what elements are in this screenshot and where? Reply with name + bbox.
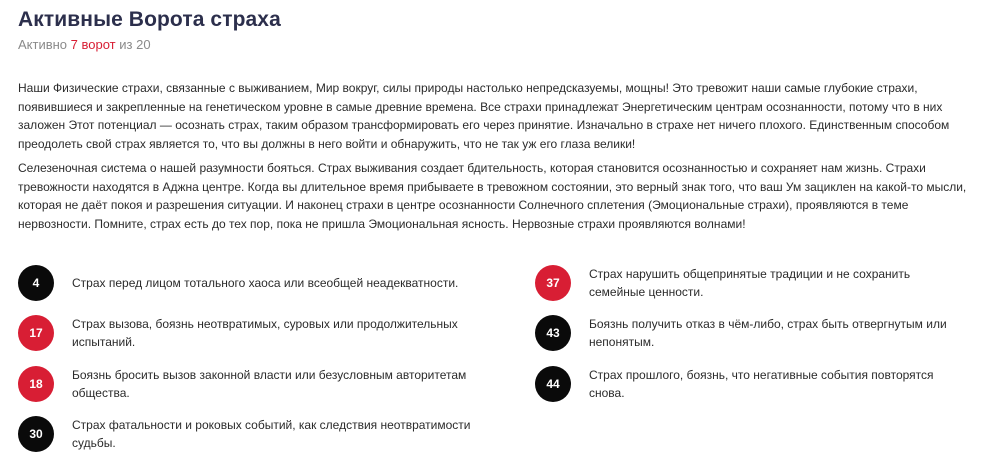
gate-item-4 bbox=[18, 263, 472, 303]
summary-suffix: из 20 bbox=[119, 37, 151, 52]
gate-description: Страх прошлого, боязнь, что негативные события повторятся снова. bbox=[589, 368, 934, 400]
gate-item-18 bbox=[18, 364, 472, 404]
gate-number-badge: 37 bbox=[535, 265, 571, 301]
gate-number-badge: 17 bbox=[18, 315, 54, 351]
gate-description: Страх нарушить общепринятые традиции и не сохранить семейные ценности. bbox=[589, 267, 911, 299]
gate-number-badge: 4 bbox=[18, 265, 54, 301]
gate-description: Страх перед лицом тотального хаоса или всеобщей неадекватности. bbox=[72, 276, 459, 290]
gate-item-30 bbox=[18, 414, 472, 454]
gate-item-17 bbox=[18, 313, 472, 353]
gate-description: Боязнь бросить вызов законной власти или безусловным авторитетам общества. bbox=[72, 368, 467, 400]
description-paragraph-1: Наши Физические страхи, связанные с выживанием, Мир вокруг, силы природы настолько непредсказуемы, мощны! Это тревожит наши самые глубокие страхи, появившиеся и закрепленные на генетическом уровне в самые древние времена. Все страхи принадлежат Энергетическим центрам осознанности, потому что в них заложен Этот потенциал — осознать страх, таким образом трансформировать его через принятие. Изначально в страхе нет ничего плохого. Единственным способом преодолеть свой страх является то, что вы должны в него войти и обнаружить, что не так уж его глаза велики! bbox=[18, 81, 950, 151]
summary-count: 7 ворот bbox=[70, 37, 116, 52]
gate-description: Страх вызова, боязнь неотвратимых, суровых или продолжительных испытаний. bbox=[72, 317, 458, 349]
gate-item-43 bbox=[535, 313, 969, 353]
gate-number-badge: 30 bbox=[18, 416, 54, 452]
active-gates-summary bbox=[18, 37, 151, 52]
gate-item-44 bbox=[535, 364, 969, 404]
gate-number-badge: 44 bbox=[535, 366, 571, 402]
gate-number-badge: 43 bbox=[535, 315, 571, 351]
summary-prefix: Активно bbox=[18, 37, 68, 52]
gate-description: Страх фатальности и роковых событий, как следствия неотвратимости судьбы. bbox=[72, 418, 471, 450]
description-paragraph-2: Селезеночная система о нашей разумности бояться. Страх выживания создает бдительность, которая становится осознанностью и сохраняет нам жизнь. Страхи тревожности находятся в Аджна центре. Когда вы длительное время прибываете в тревожном состоянии, это верный знак того, что ваш Ум зациклен на какой-то мысли, которая не даёт покоя и разрешения ситуации. И наконец страхи в центре осознанности Солнечного сплетения (Эмоциональные страхи), проявляются в теме нервозности. Помните, страх есть до тех пор, пока не пришла Эмоциональная ясность. Нервозные страхи проявляются волнами! bbox=[18, 161, 967, 231]
gate-number-badge: 18 bbox=[18, 366, 54, 402]
page-title: Активные Ворота страха bbox=[18, 8, 281, 31]
gate-description: Боязнь получить отказ в чём-либо, страх быть отвергнутым или непонятым. bbox=[589, 317, 947, 349]
gate-item-37 bbox=[535, 263, 969, 303]
